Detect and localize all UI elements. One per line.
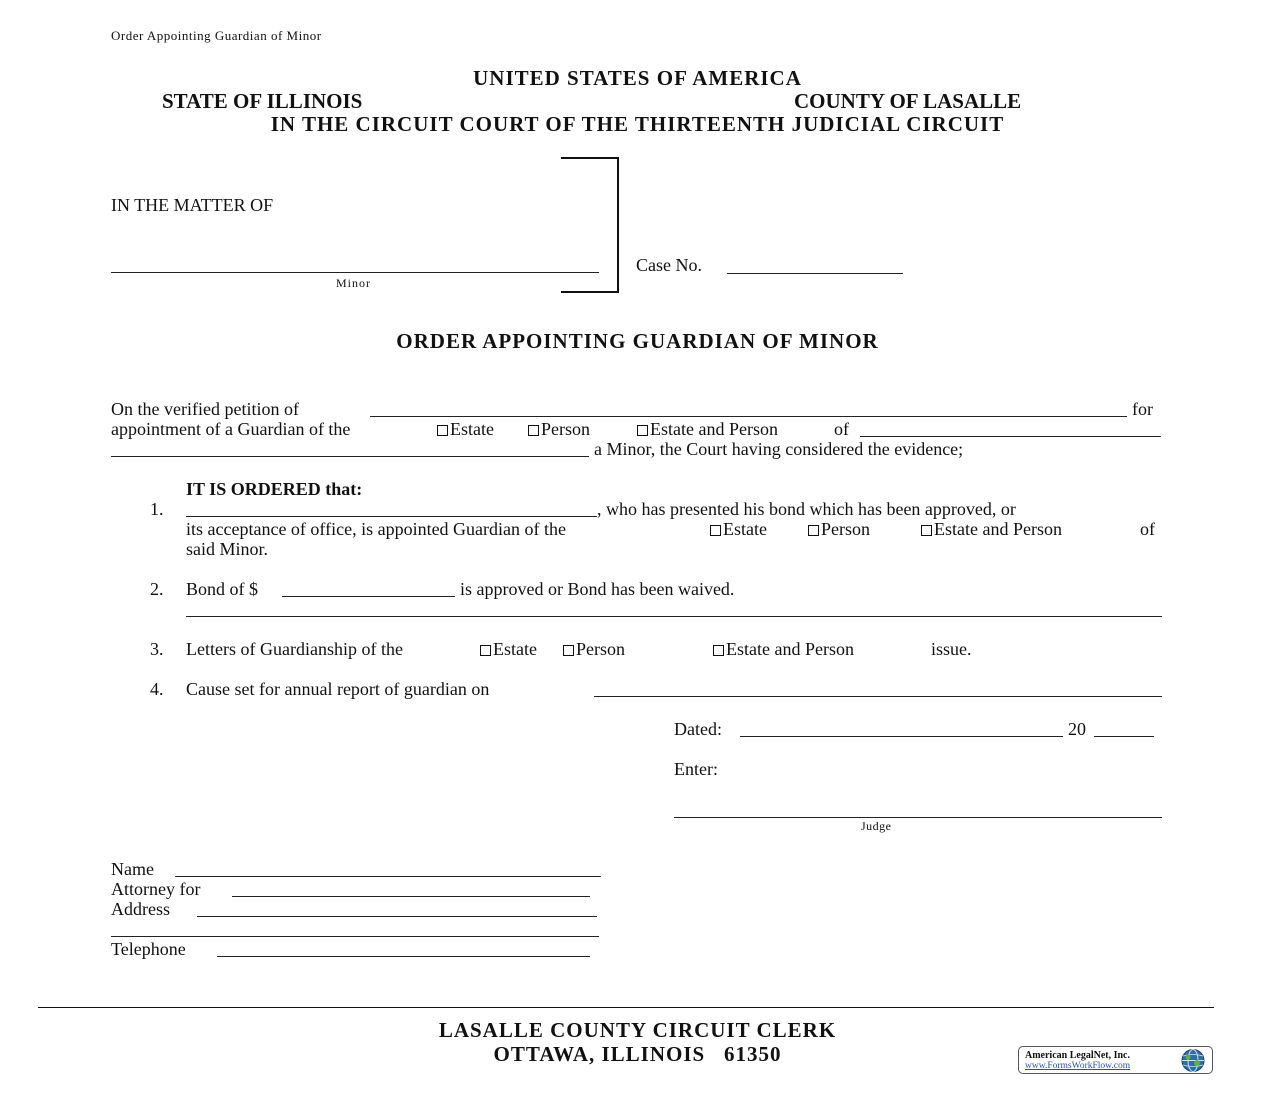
intro-line2-of: of: [834, 419, 849, 439]
item2-number: 2.: [150, 579, 164, 599]
checkbox-icon: [637, 425, 648, 436]
intro-line2-text: appointment of a Guardian of the: [111, 419, 351, 439]
item2-text-b: is approved or Bond has been waived.: [460, 579, 735, 599]
item3-number: 3.: [150, 639, 164, 659]
item1-checkbox-person[interactable]: [808, 519, 870, 540]
court-state: STATE OF ILLINOIS: [162, 89, 363, 113]
checkbox-label: Person: [576, 639, 625, 659]
item1-text-c: said Minor.: [186, 539, 269, 559]
intro-checkbox-estate-person[interactable]: [637, 419, 778, 440]
intro-line1-for: for: [1132, 399, 1153, 419]
globe-icon: [1177, 1048, 1209, 1073]
checkbox-label: Estate and Person: [934, 519, 1062, 539]
minor-field-intro-b[interactable]: [111, 456, 589, 457]
intro-checkbox-person[interactable]: [528, 419, 590, 440]
checkbox-icon: [808, 525, 819, 536]
minor-label: Minor: [336, 276, 371, 290]
footer-clerk: LASALLE COUNTY CIRCUIT CLERK: [438, 1018, 837, 1042]
attorney-for-label: Attorney for: [111, 879, 201, 899]
document-title: ORDER APPOINTING GUARDIAN OF MINOR: [396, 329, 879, 353]
address-field-1[interactable]: [197, 916, 597, 917]
item1-text-b: its acceptance of office, is appointed Guardian of the: [186, 519, 567, 539]
year-prefix: 20: [1068, 719, 1086, 739]
item1-checkbox-estate[interactable]: [710, 519, 767, 540]
annual-report-date-field[interactable]: [594, 696, 1162, 697]
dated-field[interactable]: [740, 736, 1063, 737]
footer-city: OTTAWA, ILLINOIS 61350: [493, 1042, 782, 1066]
year-field[interactable]: [1094, 736, 1154, 737]
intro-line1-text: On the verified petition of: [111, 399, 299, 419]
footer-divider: [38, 1007, 1214, 1008]
judge-signature-field[interactable]: [674, 817, 1162, 818]
ordered-heading: IT IS ORDERED that:: [186, 479, 363, 499]
item3-checkbox-person[interactable]: [563, 639, 625, 660]
checkbox-icon: [437, 425, 448, 436]
checkbox-label: Estate and Person: [650, 419, 778, 439]
checkbox-icon: [563, 645, 574, 656]
item3-checkbox-estate-person[interactable]: [713, 639, 854, 660]
telephone-field[interactable]: [217, 956, 590, 957]
checkbox-icon: [710, 525, 721, 536]
caption-bracket: [561, 157, 619, 293]
checkbox-label: Estate: [450, 419, 494, 439]
dated-label: Dated:: [674, 719, 722, 739]
telephone-label: Telephone: [111, 939, 186, 959]
item4-number: 4.: [150, 679, 164, 699]
enter-label: Enter:: [674, 759, 718, 779]
legalnet-badge[interactable]: [1018, 1046, 1213, 1074]
court-county: COUNTY OF LASALLE: [794, 89, 1022, 113]
attorney-for-field[interactable]: [232, 896, 590, 897]
item3-text-b: issue.: [931, 639, 972, 659]
guardian-name-field[interactable]: [186, 516, 597, 517]
checkbox-label: Person: [821, 519, 870, 539]
document-header: Order Appointing Guardian of Minor: [111, 28, 322, 43]
case-number-label: Case No.: [636, 255, 702, 275]
court-circuit: IN THE CIRCUIT COURT OF THE THIRTEENTH JUDICIAL CIRCUIT: [270, 112, 1005, 136]
intro-checkbox-estate[interactable]: [437, 419, 494, 440]
attorney-name-field[interactable]: [175, 876, 601, 877]
checkbox-icon: [713, 645, 724, 656]
item3-checkbox-estate[interactable]: [480, 639, 537, 660]
item1-checkbox-estate-person[interactable]: [921, 519, 1062, 540]
checkbox-label: Estate and Person: [726, 639, 854, 659]
item2-text-a: Bond of $: [186, 579, 258, 599]
address-field-2[interactable]: [111, 936, 599, 937]
badge-company: American LegalNet, Inc.: [1025, 1050, 1130, 1061]
address-label: Address: [111, 899, 170, 919]
matter-label: IN THE MATTER OF: [111, 195, 274, 215]
item3-text-a: Letters of Guardianship of the: [186, 639, 403, 659]
item4-text-a: Cause set for annual report of guardian on: [186, 679, 490, 699]
checkbox-label: Estate: [493, 639, 537, 659]
case-number-field[interactable]: [727, 273, 903, 274]
minor-name-field[interactable]: [111, 272, 599, 273]
minor-field-intro-a[interactable]: [860, 436, 1161, 437]
intro-line3-text: a Minor, the Court having considered the evidence;: [594, 439, 964, 459]
bond-notes-field[interactable]: [186, 616, 1162, 617]
item1-text-a: , who has presented his bond which has been approved, or: [597, 499, 1016, 519]
petitioner-field[interactable]: [370, 416, 1127, 417]
item1-number: 1.: [150, 499, 164, 519]
checkbox-icon: [528, 425, 539, 436]
checkbox-label: Person: [541, 419, 590, 439]
court-country: UNITED STATES OF AMERICA: [473, 66, 802, 90]
checkbox-icon: [921, 525, 932, 536]
checkbox-label: Estate: [723, 519, 767, 539]
item1-of: of: [1140, 519, 1155, 539]
bond-amount-field[interactable]: [282, 596, 455, 597]
checkbox-icon: [480, 645, 491, 656]
judge-label: Judge: [861, 819, 892, 833]
badge-url[interactable]: www.FormsWorkFlow.com: [1025, 1061, 1131, 1071]
attorney-name-label: Name: [111, 859, 154, 879]
